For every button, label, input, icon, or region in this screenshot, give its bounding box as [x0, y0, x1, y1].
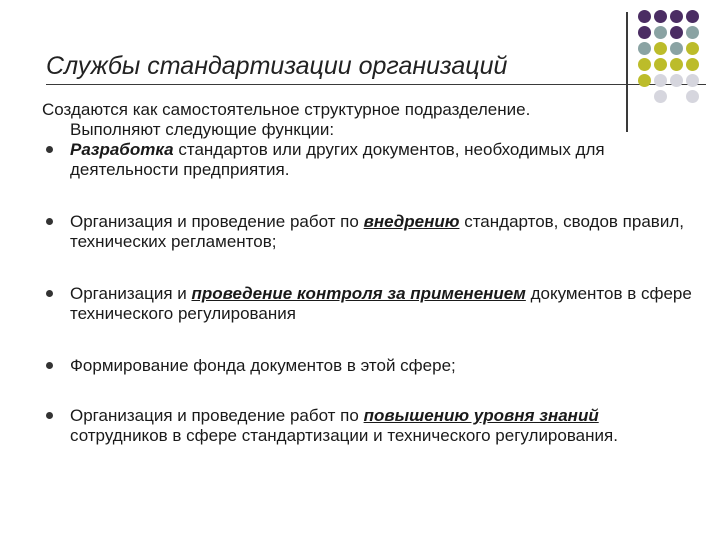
decor-dot [638, 58, 651, 71]
decor-dot [638, 74, 651, 87]
bullet-icon [46, 218, 53, 225]
item-text-c: стандартов или других документов, необходимых для деятельности предприятия. [70, 140, 605, 179]
bullet-icon [46, 146, 53, 153]
item-text-a: Формирование фонда документов в этой сфере; [70, 356, 456, 375]
bullet-icon [46, 412, 53, 419]
decor-dot [686, 74, 699, 87]
decor-dot [638, 42, 651, 55]
bullet-icon [46, 362, 53, 369]
decorative-dot-grid [638, 10, 702, 106]
item-text-c: стандартов, сводов правил, технических регламентов; [70, 212, 684, 251]
list-item-control [42, 284, 692, 324]
decor-dot [670, 42, 683, 55]
item-emphasis: повышению уровня знаний [363, 406, 599, 425]
decor-dot [654, 26, 667, 39]
decor-dot [654, 10, 667, 23]
list-item-development [42, 140, 692, 180]
intro-line-1: Создаются как самостоятельное структурное подразделение. [42, 100, 531, 119]
decor-dot [670, 26, 683, 39]
intro-line-2: Выполняют следующие функции: [70, 120, 335, 139]
list-item-implementation [42, 212, 692, 252]
decor-dot [686, 10, 699, 23]
decor-dot [686, 26, 699, 39]
item-emphasis: внедрению [363, 212, 460, 231]
decor-dot [654, 74, 667, 87]
decor-dot [670, 58, 683, 71]
decor-dot [686, 58, 699, 71]
item-text-c: сотрудников в сфере стандартизации и технического регулирования. [70, 426, 618, 445]
item-text-a: Организация и проведение работ по [70, 406, 364, 425]
item-emphasis: проведение контроля за применением [191, 284, 526, 303]
item-text-c: документов в сфере технического регулирования [70, 284, 692, 323]
decor-dot [686, 42, 699, 55]
decor-dot [654, 42, 667, 55]
decor-dot [638, 10, 651, 23]
bullet-icon [46, 290, 53, 297]
slide-title: Службы стандартизации организаций [46, 52, 508, 80]
item-text-a: Организация и проведение работ по [70, 212, 364, 231]
decor-dot [670, 10, 683, 23]
decor-dot [670, 74, 683, 87]
decor-dot [654, 58, 667, 71]
item-text-a: Организация и [70, 284, 192, 303]
item-emphasis: Разработка [70, 140, 174, 159]
horizontal-divider [46, 84, 706, 85]
list-item-qualification [42, 406, 692, 446]
list-item-fund [42, 356, 692, 376]
slide-body [42, 100, 692, 446]
decor-dot [638, 26, 651, 39]
